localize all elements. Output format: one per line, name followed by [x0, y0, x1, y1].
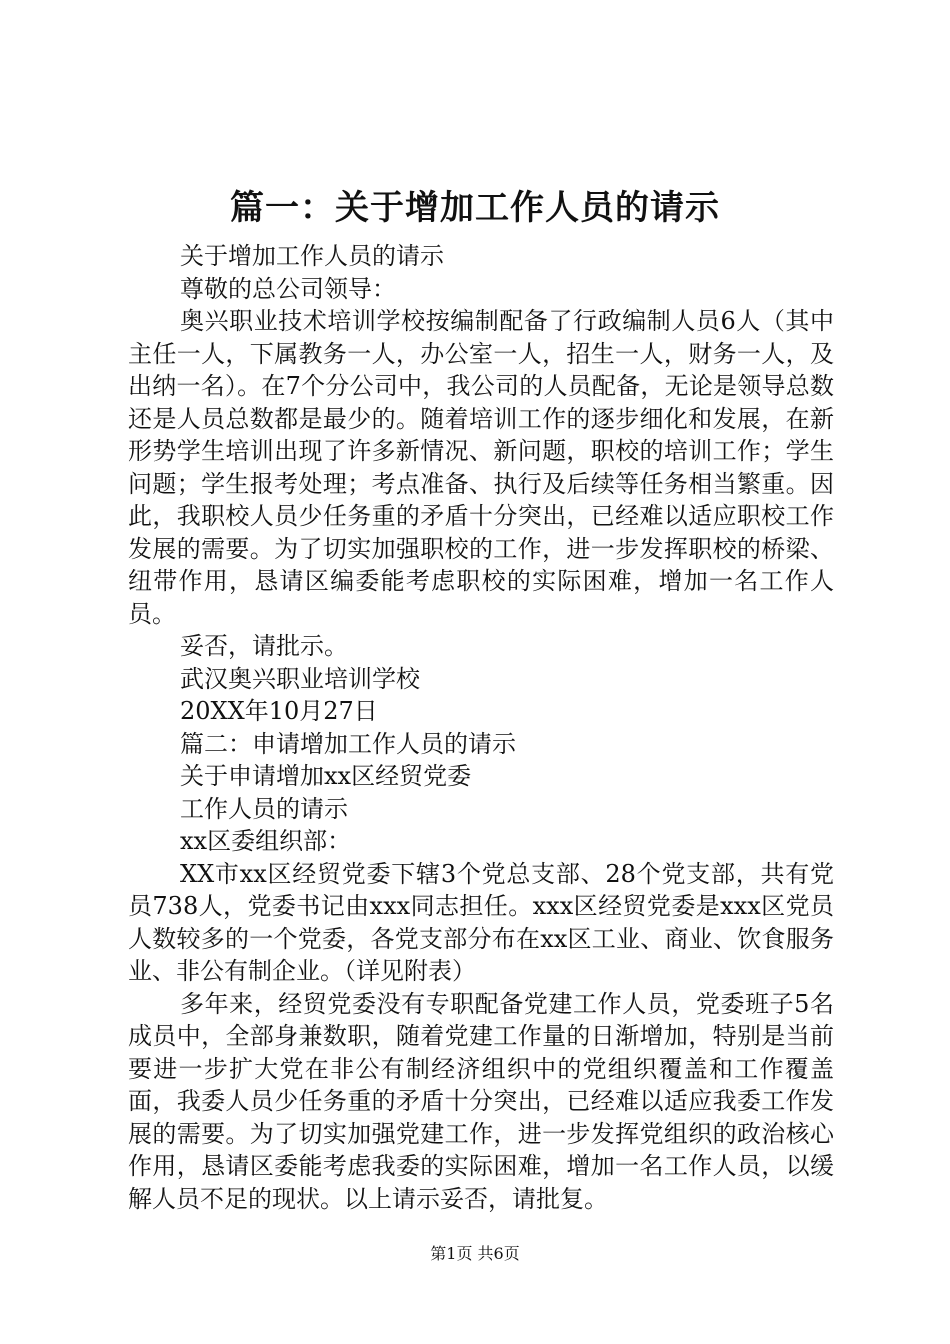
paragraph-date-1: 20XX年10月27日	[180, 697, 378, 725]
paragraph-subject-2a: 关于申请增加xx区经贸党委	[180, 762, 472, 790]
paragraph-signature-1: 武汉奥兴职业培训学校	[180, 664, 420, 693]
paragraph-closing-1: 妥否，请批示。	[180, 632, 348, 660]
document-body	[128, 240, 834, 1215]
paragraph-body-2a: XX市xx区经贸党委下辖3个党总支部、28个党支部，共有党员738人，党委书记由xxx同志担任。xxx区经贸党委是xxx区党员人数较多的一个党委，各党支部分布在xx区工业、商业、饮食服务业、非公有制企业。（详见附表）	[128, 859, 834, 985]
document-title: 篇一：关于增加工作人员的请示	[230, 188, 720, 228]
paragraph-salutation-1: 尊敬的总公司领导：	[180, 274, 396, 303]
page-footer: 第1页 共6页	[430, 1244, 520, 1263]
paragraph-body-1: 奥兴职业技术培训学校按编制配备了行政编制人员6人（其中主任一人，下属教务一人，办公室一人，招生一人，财务一人，及出纳一名）。在7个分公司中，我公司的人员配备，无论是领导总数还是人员总数都是最少的。随着培训工作的逐步细化和发展，在新形势学生培训出现了许多新情况、新问题，职校的培训工作；学生问题；学生报考处理；考点准备、执行及后续等任务相当繁重。因此，我职校人员少任务重的矛盾十分突出，已经难以适应职校工作发展的需要。为了切实加强职校的工作，进一步发挥职校的桥梁、纽带作用，恳请区编委能考虑职校的实际困难，增加一名工作人员。	[128, 307, 834, 628]
paragraph-body-2b: 多年来，经贸党委没有专职配备党建工作人员，党委班子5名成员中，全部身兼数职，随着党建工作量的日渐增加，特别是当前要进一步扩大党在非公有制经济组织中的党组织覆盖和工作覆盖面，我委人员少任务重的矛盾十分突出，已经难以适应我委工作发展的需要。为了切实加强党建工作，进一步发挥党组织的政治核心作用，恳请区委能考虑我委的实际困难，增加一名工作人员，以缓解人员不足的现状。以上请示妥否，请批复。	[128, 989, 834, 1213]
paragraph-subject-2b: 工作人员的请示	[180, 794, 348, 823]
paragraph-salutation-2: xx区委组织部：	[180, 827, 352, 855]
paragraph-heading-2: 篇二：申请增加工作人员的请示	[180, 729, 516, 758]
paragraph-subject-1: 关于增加工作人员的请示	[180, 242, 444, 270]
